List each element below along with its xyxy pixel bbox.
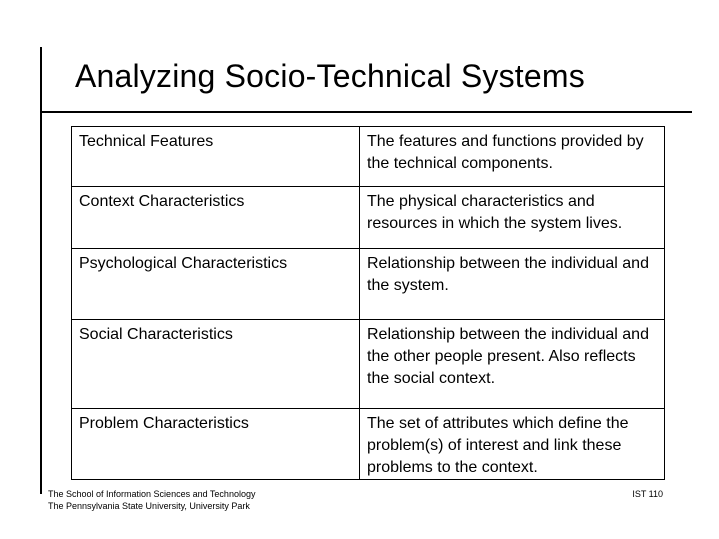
characteristics-table <box>71 126 665 480</box>
description-cell: Relationship between the individual and the other people present. Also reflects the social context. <box>360 320 665 409</box>
feature-cell: Psychological Characteristics <box>72 249 360 320</box>
description-cell: Relationship between the individual and the system. <box>360 249 665 320</box>
feature-cell: Technical Features <box>72 127 360 187</box>
description-cell: The features and functions provided by the technical components. <box>360 127 665 187</box>
title-underline <box>40 111 692 113</box>
feature-cell: Context Characteristics <box>72 187 360 249</box>
table-row <box>72 127 665 187</box>
table-row <box>72 320 665 409</box>
table-row <box>72 187 665 249</box>
slide-title: Analyzing Socio-Technical Systems <box>75 58 585 94</box>
description-cell: The physical characteristics and resources in which the system lives. <box>360 187 665 249</box>
course-code: IST 110 <box>632 489 663 499</box>
left-rule <box>40 47 42 494</box>
footer-school: The School of Information Sciences and Technology <box>48 489 256 499</box>
feature-cell: Problem Characteristics <box>72 409 360 480</box>
table-row <box>72 249 665 320</box>
table-row <box>72 409 665 480</box>
description-cell: The set of attributes which define the problem(s) of interest and link these problems to the context. <box>360 409 665 480</box>
footer-university: The Pennsylvania State University, University Park <box>48 501 250 511</box>
institution-footer <box>48 488 255 512</box>
feature-cell: Social Characteristics <box>72 320 360 409</box>
